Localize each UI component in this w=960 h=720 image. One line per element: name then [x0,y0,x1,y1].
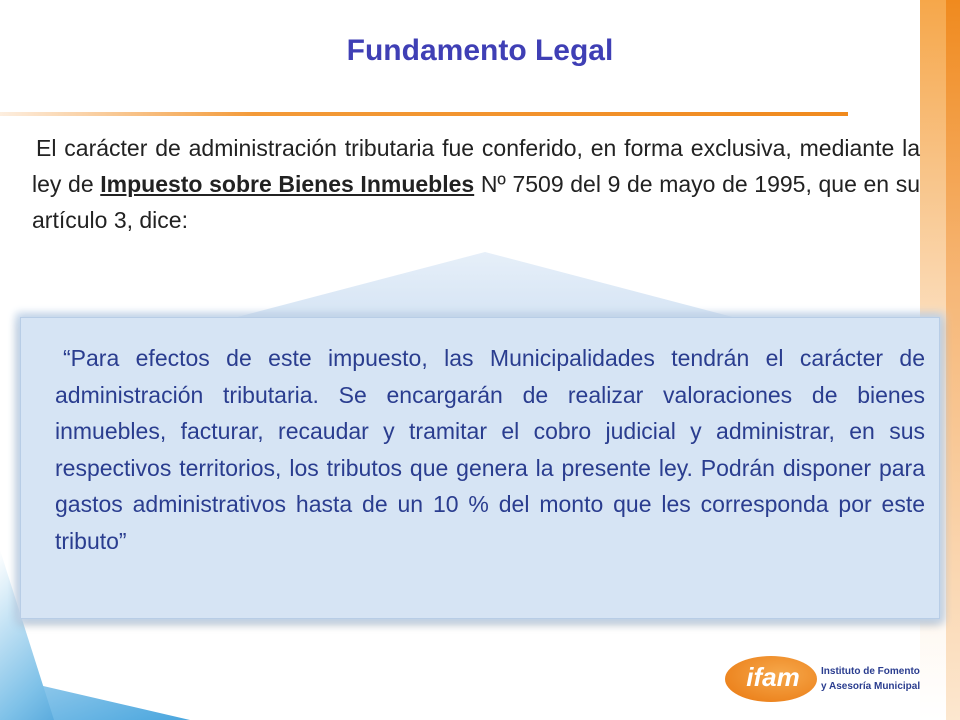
intro-text-start: El carácter de administración tributaria fue conferido, en forma exclusiva, mediante la ley de [32,135,920,197]
intro-text-end: Nº 7509 del 9 de mayo de 1995, que en su artículo 3, dice: [32,171,920,233]
logo-text-line2: y Asesoría Municipal [821,681,921,692]
ifam-logo [725,656,945,702]
title-underline-rule [0,112,848,116]
logo-text-line1: Instituto de Fomento [821,666,920,677]
logo-word: ifam [746,662,800,692]
quote-text: “Para efectos de este impuesto, las Municipalidades tendrán el carácter de administración tributaria. Se encargarán de realizar valoraciones de bienes inmuebles, facturar, recaudar y tramitar el cobro judicial y administrar, en sus respectivos territorios, los tributos que genera la presente ley. Podrán disponer para gastos administrativos hasta de un 10 % del monto que les corresponda por este tributo” [55,345,925,554]
slide-title: Fundamento Legal [346,34,614,67]
intro-paragraph [32,130,920,238]
law-name: Impuesto sobre Bienes Inmuebles [100,171,475,197]
right-edge-stripe [946,0,960,720]
